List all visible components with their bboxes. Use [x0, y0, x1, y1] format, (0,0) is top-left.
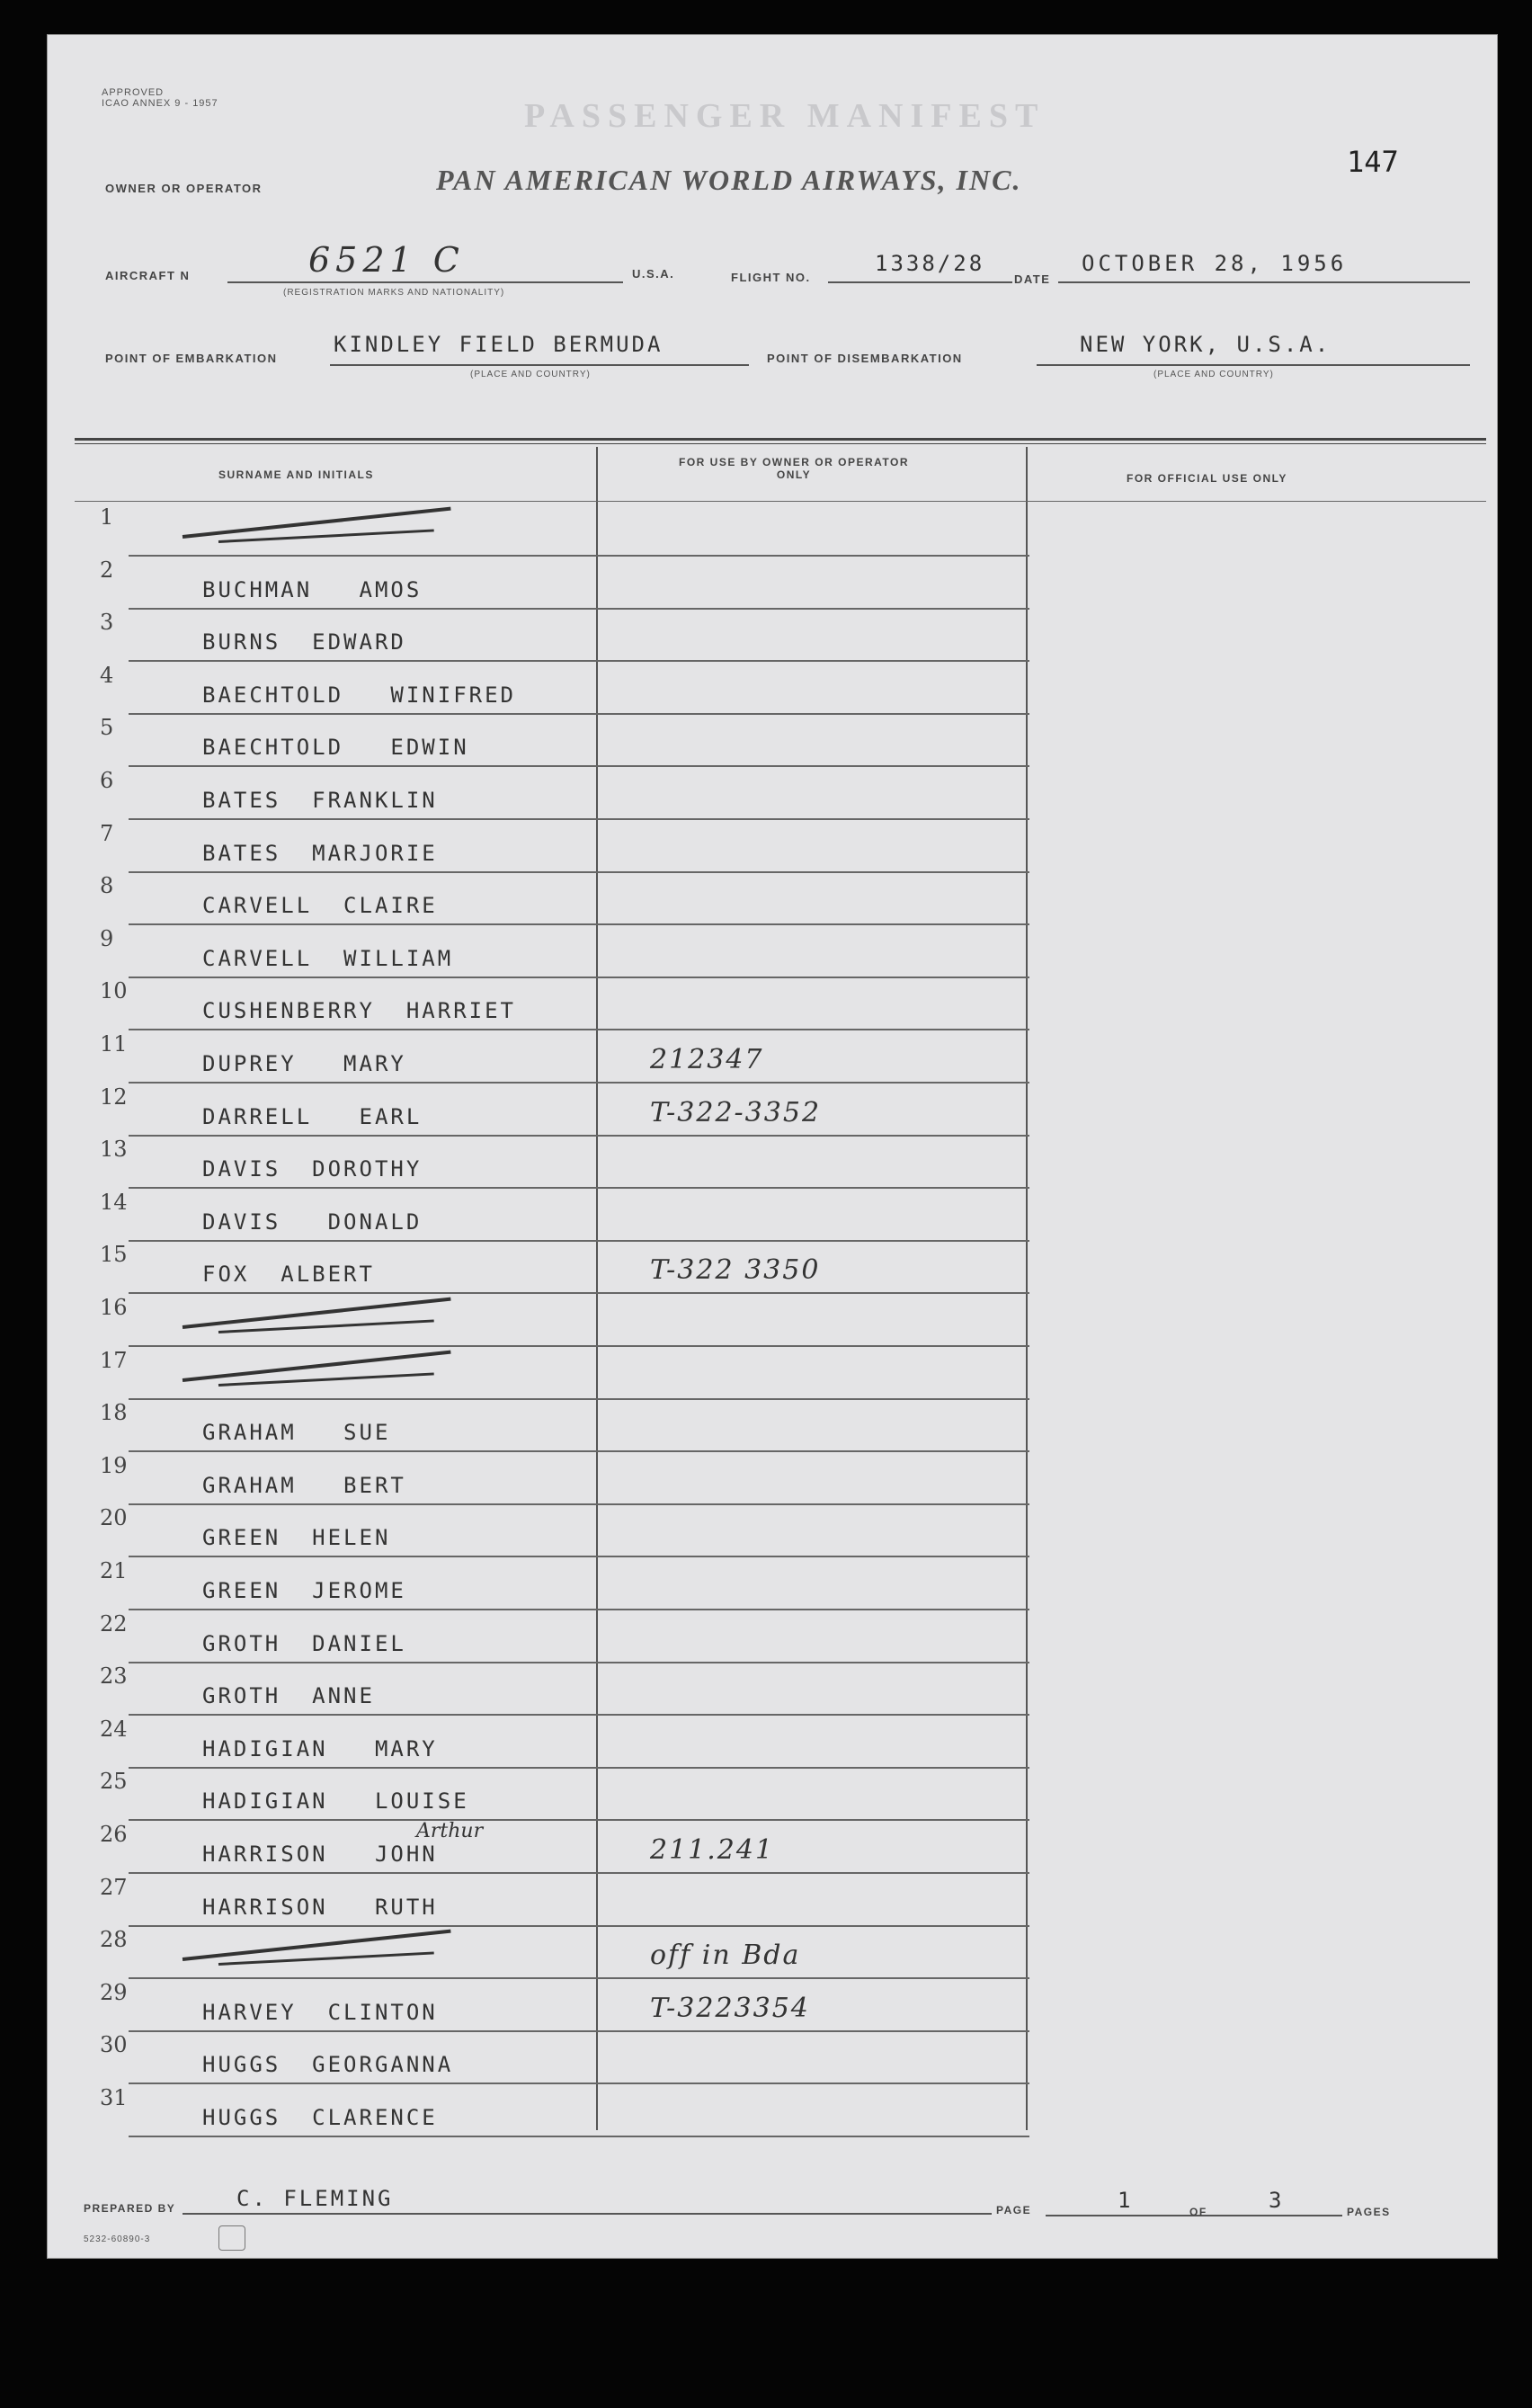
row-number: 8	[100, 873, 114, 899]
table-row	[75, 1137, 1486, 1189]
operator-note: 212347	[650, 1044, 764, 1075]
strikethrough-mark	[183, 1298, 451, 1329]
operator-note: T-3223354	[650, 1992, 810, 2024]
row-number: 2	[100, 557, 114, 583]
row-number: 17	[100, 1347, 128, 1373]
flight-value: 1338/28	[875, 251, 985, 276]
row-number: 18	[100, 1400, 128, 1426]
embarkation-value: KINDLEY FIELD BERMUDA	[334, 332, 664, 357]
passenger-name: DAVIS DONALD	[202, 1208, 423, 1235]
row-number: 5	[100, 715, 114, 741]
passenger-name: GROTH ANNE	[202, 1683, 375, 1709]
table-row	[75, 2085, 1486, 2137]
table-row	[75, 1717, 1486, 1769]
strikethrough-mark	[183, 1350, 451, 1381]
row-number: 7	[100, 820, 114, 846]
passenger-name: FOX ALBERT	[202, 1262, 375, 1288]
disembarkation-caption: (PLACE AND COUNTRY)	[1153, 370, 1274, 379]
table-row	[75, 1031, 1486, 1084]
row-number: 23	[100, 1663, 128, 1690]
row-number: 30	[100, 2032, 128, 2058]
passenger-name: GRAHAM SUE	[202, 1420, 391, 1446]
prepared-label: PREPARED BY	[84, 2202, 176, 2215]
row-number: 9	[100, 925, 114, 951]
aircraft-value: 6521 C	[308, 240, 465, 280]
table-row	[75, 1295, 1486, 1347]
row-number: 29	[100, 1979, 128, 2005]
table-row	[75, 1558, 1486, 1610]
passenger-name: BATES MARJORIE	[202, 840, 438, 866]
handwritten-correction: Arthur	[416, 1820, 484, 1842]
table-row	[75, 978, 1486, 1030]
page-number: 147	[1347, 145, 1399, 179]
approval-line-2: ICAO ANNEX 9 - 1957	[102, 98, 218, 109]
table-row	[75, 1190, 1486, 1242]
passenger-name: DUPREY MARY	[202, 1051, 406, 1076]
table-row	[75, 1769, 1486, 1821]
row-number: 20	[100, 1505, 128, 1531]
page-value: 1	[1118, 2188, 1134, 2213]
disembarkation-label: POINT OF DISEMBARKATION	[767, 352, 963, 365]
operator-note: T-322 3350	[650, 1254, 821, 1287]
passenger-name: BURNS EDWARD	[202, 629, 406, 656]
column-header-owner: FOR USE BY OWNER OR OPERATOR ONLY	[678, 456, 910, 481]
row-number: 6	[100, 768, 114, 793]
row-number: 19	[100, 1452, 128, 1478]
date-label: DATE	[1014, 272, 1051, 286]
row-number: 14	[100, 1189, 128, 1215]
row-number: 22	[100, 1610, 128, 1637]
table-row	[75, 2032, 1486, 2084]
table-row	[75, 1453, 1486, 1505]
approval-note	[102, 87, 218, 109]
passenger-name: HADIGIAN MARY	[202, 1735, 438, 1761]
table-row	[75, 1084, 1486, 1137]
passenger-name: HARVEY CLINTON	[202, 1999, 438, 2025]
passenger-name: BUCHMAN AMOS	[202, 576, 423, 602]
row-number: 10	[100, 978, 128, 1004]
aircraft-label: AIRCRAFT N	[105, 269, 191, 282]
passenger-name: GREEN JEROME	[202, 1578, 406, 1603]
row-number: 4	[100, 662, 114, 688]
table-row	[75, 715, 1486, 767]
passenger-name: GREEN HELEN	[202, 1525, 391, 1551]
form-code: 5232-60890-3	[84, 2234, 151, 2244]
passenger-name: BAECHTOLD EDWIN	[202, 735, 469, 761]
row-number: 3	[100, 610, 114, 636]
date-value: OCTOBER 28, 1956	[1082, 251, 1348, 276]
form-title: PASSENGER MANIFEST	[524, 97, 1046, 135]
table-row	[75, 663, 1486, 715]
operator-note: 211.241	[650, 1834, 775, 1866]
table-row	[75, 557, 1486, 610]
row-number: 1	[100, 504, 114, 530]
passenger-name: HADIGIAN LOUISE	[202, 1788, 469, 1815]
table-row	[75, 1505, 1486, 1557]
passenger-name: CARVELL CLAIRE	[202, 893, 438, 919]
row-number: 13	[100, 1137, 128, 1163]
passenger-name: CARVELL WILLIAM	[202, 945, 454, 971]
passenger-name: GRAHAM BERT	[202, 1472, 406, 1498]
passenger-name: BATES FRANKLIN	[202, 788, 438, 813]
table-row	[75, 768, 1486, 820]
strikethrough-mark	[183, 1930, 451, 1961]
row-number: 31	[100, 2085, 128, 2110]
row-rule	[129, 2136, 1029, 2137]
printer-stamp-icon	[218, 2225, 245, 2251]
operator-note: T-322-3352	[650, 1096, 822, 1128]
owner-label: OWNER OR OPERATOR	[105, 182, 263, 195]
row-number: 12	[100, 1084, 128, 1110]
disembarkation-value: NEW YORK, U.S.A.	[1080, 332, 1332, 357]
row-number: 15	[100, 1242, 128, 1268]
table-row	[75, 610, 1486, 662]
passenger-name: HARRISON RUTH	[202, 1894, 438, 1920]
registration-caption: (REGISTRATION MARKS AND NATIONALITY)	[283, 288, 505, 298]
table-row	[75, 1822, 1486, 1874]
row-number: 16	[100, 1295, 128, 1320]
embarkation-caption: (PLACE AND COUNTRY)	[470, 370, 591, 379]
table-row	[75, 1400, 1486, 1452]
column-header-official: FOR OFFICIAL USE ONLY	[1127, 472, 1287, 485]
prepared-value: C. FLEMING	[236, 2186, 394, 2211]
table-row	[75, 1980, 1486, 2032]
manifest-page	[47, 34, 1498, 2259]
column-header-names: SURNAME AND INITIALS	[218, 468, 374, 481]
table-row	[75, 821, 1486, 873]
row-number: 24	[100, 1716, 128, 1742]
of-value: 3	[1269, 2188, 1285, 2213]
passenger-name: DARRELL EARL	[202, 1103, 423, 1129]
table-row	[75, 1875, 1486, 1927]
table-row	[75, 926, 1486, 978]
table-row	[75, 504, 1486, 557]
row-number: 27	[100, 1874, 128, 1900]
table-top-rule	[75, 438, 1486, 441]
passenger-table	[48, 504, 1497, 2141]
table-row	[75, 1348, 1486, 1400]
row-number: 25	[100, 1769, 128, 1795]
table-row	[75, 1611, 1486, 1663]
of-label: OF	[1189, 2206, 1207, 2218]
passenger-name: GROTH DANIEL	[202, 1630, 406, 1656]
pages-label: PAGES	[1347, 2206, 1391, 2218]
row-number: 26	[100, 1822, 128, 1847]
country-label: U.S.A.	[632, 267, 675, 281]
table-row	[75, 1242, 1486, 1294]
page-label: PAGE	[996, 2204, 1032, 2216]
owner-value: PAN AMERICAN WORLD AIRWAYS, INC.	[436, 164, 1022, 196]
strikethrough-mark	[183, 507, 451, 539]
table-row	[75, 1663, 1486, 1716]
row-number: 11	[100, 1031, 128, 1057]
row-number: 21	[100, 1558, 128, 1583]
passenger-name: CUSHENBERRY HARRIET	[202, 998, 516, 1024]
operator-note: off in Bda	[650, 1940, 801, 1972]
passenger-name: HUGGS GEORGANNA	[202, 2052, 454, 2078]
passenger-name: DAVIS DOROTHY	[202, 1156, 423, 1182]
flight-label: FLIGHT NO.	[731, 271, 811, 284]
approval-line-1: APPROVED	[102, 87, 165, 98]
row-number: 28	[100, 1927, 128, 1953]
passenger-name: HARRISON JOHN	[202, 1842, 438, 1867]
embarkation-label: POINT OF EMBARKATION	[105, 352, 278, 365]
passenger-name: HUGGS CLARENCE	[202, 2105, 438, 2130]
table-row	[75, 873, 1486, 925]
passenger-name: BAECHTOLD WINIFRED	[202, 682, 516, 708]
table-row	[75, 1927, 1486, 1979]
